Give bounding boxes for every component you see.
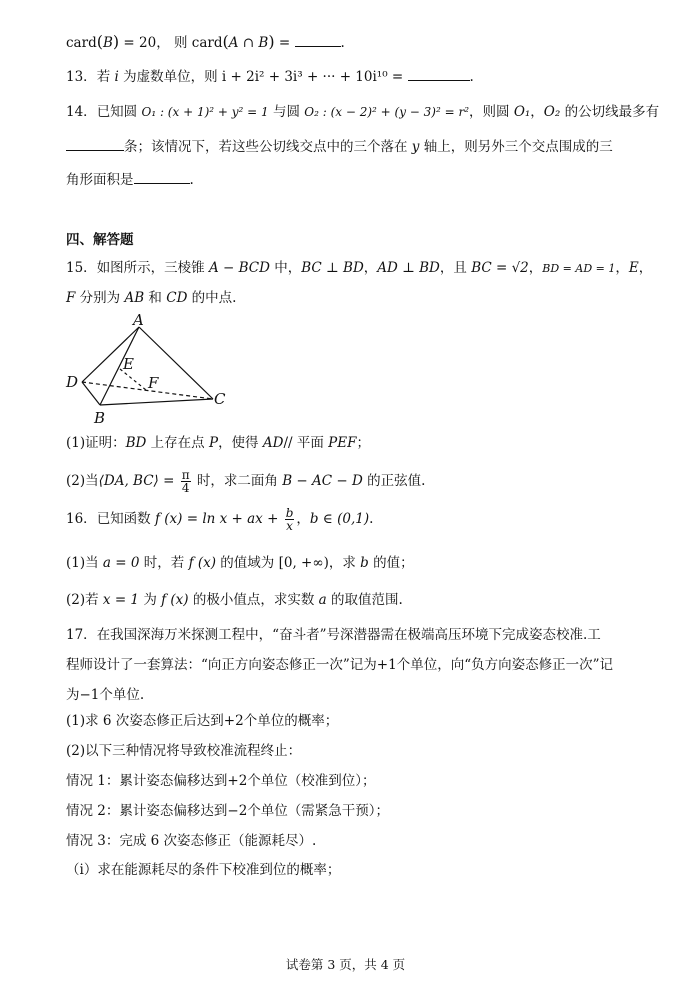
- question-17-case2: 情况 2：累计姿态偏移达到−2个单位（需紧急干预）；: [66, 803, 390, 819]
- answer-blank[interactable]: [295, 34, 341, 47]
- label-C: C: [214, 390, 226, 408]
- question-17-line1: 17．在我国深海万米探测工程中，“奋斗者”号深潜器需在极端高压环境下完成姿态校准.工: [66, 627, 601, 643]
- question-17-part2: (2)以下三种情况将导致校准流程终止：: [66, 743, 302, 759]
- edge-DB: [82, 382, 100, 405]
- label-D: D: [66, 373, 79, 391]
- question-15-line1: 15．如图所示，三棱锥 A − BCD 中，BC ⊥ BD，AD ⊥ BD，且 BC = √2，BD = AD = 1，E，: [66, 260, 653, 276]
- answer-blank[interactable]: [408, 68, 470, 81]
- edge-BC: [100, 399, 213, 405]
- question-17-line3: 为−1个单位.: [66, 687, 145, 703]
- q12-tail: card(B) = 20， 则 card(A ∩ B) = .: [66, 32, 345, 51]
- question-16-part2: (2)若 x = 1 为 f (x) 的极小值点，求实数 a 的取值范围.: [66, 592, 403, 608]
- page-footer: 试卷第 3 页，共 4 页: [285, 957, 406, 972]
- question-15-part2: (2)当⟨DA, BC⟩ = $\frac{\pi}{4}$ 时，求二面角 B − AC − D 的正弦值.: [66, 468, 426, 495]
- question-17-case1: 情况 1：累计姿态偏移达到+2个单位（校准到位）；: [66, 773, 376, 789]
- question-17-part1: (1)求 6 次姿态修正后达到+2个单位的概率；: [66, 713, 339, 729]
- question-15-part1: (1)证明：BD 上存在点 P，使得 AD// 平面 PEF；: [66, 435, 370, 451]
- question-14-line3: 角形面积是 .: [66, 172, 194, 188]
- question-16-part1: (1)当 a = 0 时，若 f (x) 的值域为 [0, +∞)，求 b 的值；: [66, 555, 414, 571]
- question-17-line2: 程师设计了一套算法：“向正方向姿态修正一次”记为+1个单位，向“负方向姿态修正一次”记: [66, 657, 614, 673]
- label-F: F: [148, 374, 159, 392]
- question-16: 16．已知函数 f (x) = ln x + ax + $\frac{b}{x}$ ，b ∈ (0,1).: [66, 506, 374, 533]
- tetrahedron-figure: [60, 312, 240, 430]
- question-17-case3: 情况 3：完成 6 次姿态修正（能源耗尽）.: [66, 833, 317, 849]
- label-B: B: [94, 409, 106, 427]
- question-15-line2: F 分别为 AB 和 CD 的中点.: [66, 290, 237, 306]
- label-A: A: [133, 312, 144, 329]
- label-E: E: [123, 355, 134, 373]
- question-14-line2: 条；该情况下，若这些公切线交点中的三个落在 y 轴上，则另外三个交点围成的三: [66, 137, 613, 157]
- question-14-line1: 14．已知圆 O₁ : (x + 1)² + y² = 1 与圆 O₂ : (x − 2)² + (y − 3)² = r²，则圆 O₁，O₂ 的公切线最多有: [66, 104, 660, 120]
- answer-blank[interactable]: [134, 171, 190, 184]
- question-17-subpart-i: （i）求在能源耗尽的条件下校准到位的概率；: [66, 862, 341, 878]
- section-title: 四、解答题: [66, 232, 134, 248]
- question-13: 13．若 i 为虚数单位，则 i + 2i² + 3i³ + ··· + 10i¹⁰ = .: [66, 69, 474, 85]
- answer-blank[interactable]: [66, 138, 124, 151]
